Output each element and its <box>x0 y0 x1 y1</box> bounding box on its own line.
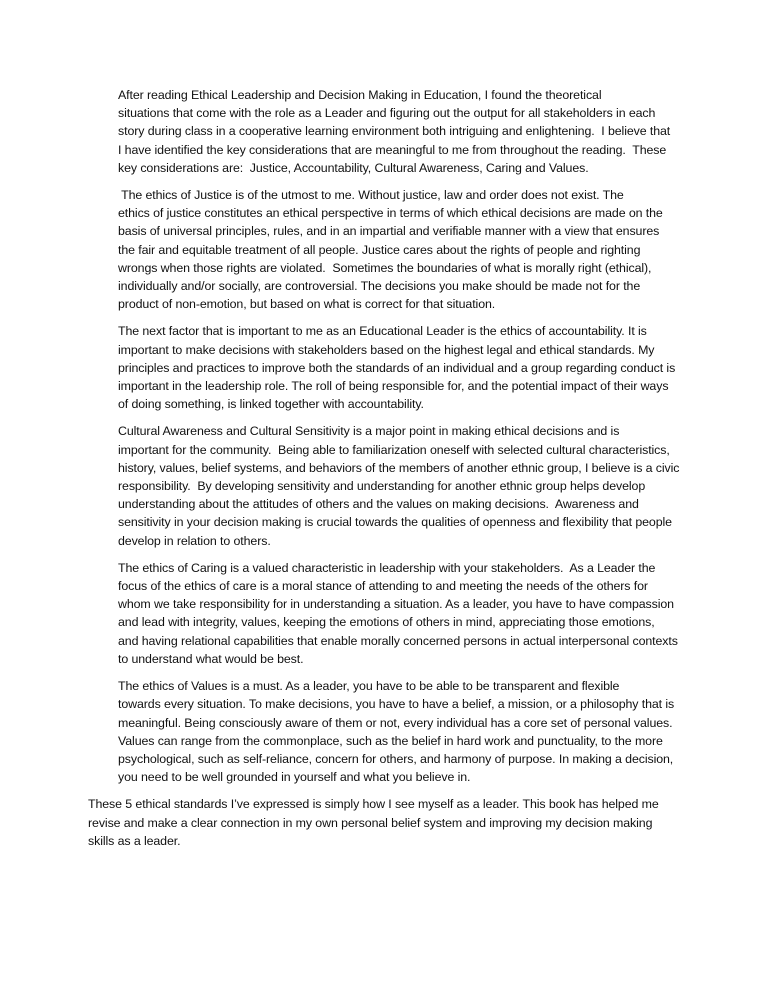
text-line: whom we take responsibility for in understanding a situation. As a leader, you have to have compassion <box>118 597 674 612</box>
text-line: and having relational capabilities that enable morally concerned persons in actual interpersonal contexts <box>118 633 678 648</box>
paragraph-2 <box>88 186 688 313</box>
text-line: revise and make a clear connection in my own personal belief system and improving my decision making <box>88 815 653 830</box>
text-line: After reading Ethical Leadership and Decision Making in Education, I found the theoretical <box>118 88 602 102</box>
text-line: key considerations are: Justice, Accountability, Cultural Awareness, Caring and Values. <box>118 160 589 175</box>
paragraph-4 <box>88 422 688 549</box>
text-line: understanding about the attitudes of others and the values on making decisions. Awareness and <box>118 497 639 512</box>
text-line: I have identified the key considerations that are meaningful to me from throughout the reading. These <box>118 142 667 157</box>
text-line: basis of universal principles, rules, and in an impartial and verifiable manner with a view that ensures <box>118 224 660 239</box>
text-line: important in the leadership role. The roll of being responsible for, and the potential impact of their ways <box>118 379 669 394</box>
text-line: skills as a leader. <box>88 833 181 848</box>
text-line: story during class in a cooperative learning environment both intriguing and enlightening. I believe that <box>118 124 671 139</box>
text-line: The next factor that is important to me as an Educational Leader is the ethics of accountability. It is <box>118 324 647 339</box>
text-line: principles and practices to improve both the standards of an individual and a group regarding conduct is <box>118 360 676 375</box>
text-line: The ethics of Values is a must. As a leader, you have to be able to be transparent and flexible <box>118 679 620 694</box>
text-line: Cultural Awareness and Cultural Sensitivity is a major point in making ethical decisions and is <box>118 424 620 439</box>
text-line: the fair and equitable treatment of all people. Justice cares about the rights of people and righting <box>118 242 641 257</box>
text-line: sensitivity in your decision making is crucial towards the qualities of openness and flexibility that people <box>118 515 672 530</box>
text-line: and lead with integrity, values, keeping the emotions of others in mind, appreciating those emotions, <box>118 615 655 630</box>
text-line: of doing something, is linked together with accountability. <box>118 397 424 412</box>
text-line: wrongs when those rights are violated. Sometimes the boundaries of what is morally right (ethical), <box>118 260 652 275</box>
text-line: you need to be well grounded in yourself and what you believe in. <box>118 770 471 785</box>
text-line: focus of the ethics of care is a moral stance of attending to and meeting the needs of the others for <box>118 579 648 594</box>
text-line: These 5 ethical standards I’ve expressed is simply how I see myself as a leader. This book has helped me <box>88 797 659 812</box>
text-line: meaningful. Being consciously aware of them or not, every individual has a core set of personal values. <box>118 715 673 730</box>
text-line: The ethics of Caring is a valued characteristic in leadership with your stakeholders. As a Leader the <box>118 560 656 575</box>
text-line: important to make decisions with stakeholders based on the highest legal and ethical standards. My <box>118 342 655 357</box>
text-line: to understand what would be best. <box>118 651 304 666</box>
text-line: Values can range from the commonplace, such as the belief in hard work and punctuality, to the more <box>118 733 663 748</box>
text-line: psychological, such as self-reliance, concern for others, and harmony of purpose. In making a decision, <box>118 751 674 766</box>
text-line: situations that come with the role as a Leader and figuring out the output for all stakeholders in each <box>118 106 656 121</box>
text-line: The ethics of Justice is of the utmost to me. Without justice, law and order does not exist. The <box>118 188 624 203</box>
paragraph-3 <box>88 322 688 413</box>
text-line: responsibility. By developing sensitivity and understanding for another ethnic group helps develop <box>118 479 646 494</box>
paragraph-1 <box>88 86 688 177</box>
text-line: important for the community. Being able to familiarization oneself with selected cultural characteristics, <box>118 442 670 457</box>
text-line: product of non-emotion, but based on what is correct for that situation. <box>118 297 496 312</box>
text-line: ethics of justice constitutes an ethical perspective in terms of which ethical decisions are made on the <box>118 206 663 221</box>
paragraph-7 <box>88 795 688 850</box>
paragraph-6 <box>88 677 688 786</box>
text-line: history, values, belief systems, and behaviors of the members of another ethnic group, I believe is a civic <box>118 460 680 475</box>
text-line: develop in relation to others. <box>118 533 271 548</box>
paragraph-5 <box>88 559 688 668</box>
document-body <box>88 86 688 859</box>
text-line: towards every situation. To make decisions, you have to have a belief, a mission, or a philosophy that is <box>118 697 675 712</box>
text-line: individually and/or socially, are controversial. The decisions you make should be made not for the <box>118 279 641 294</box>
